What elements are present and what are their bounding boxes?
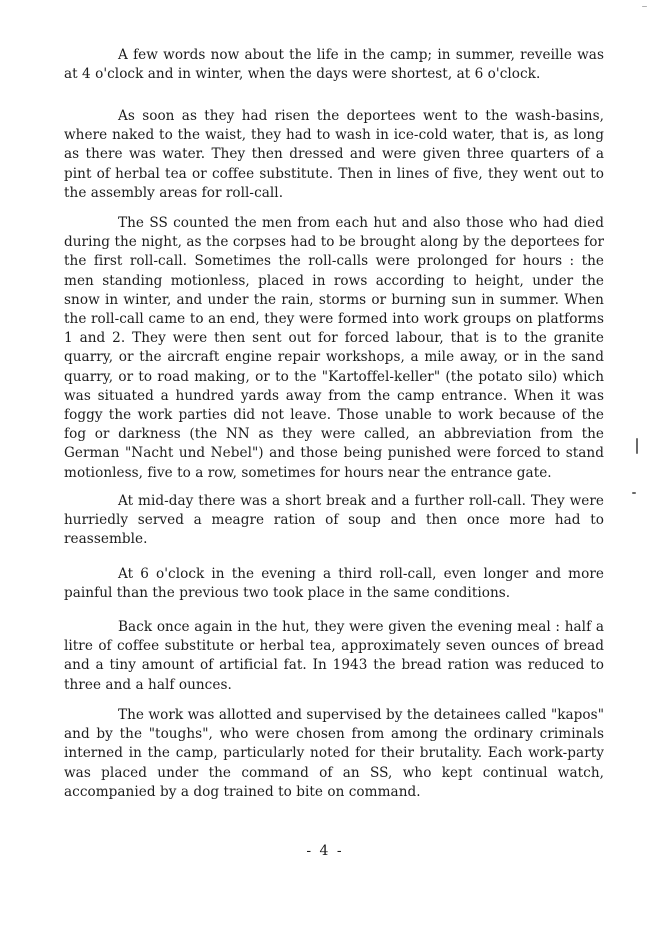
scan-speck xyxy=(642,6,647,7)
page-number: - 4 - xyxy=(306,843,344,859)
paragraph-midday: At mid-day there was a short break and a further roll-call. They were hurriedly served a meagre ration of soup and then once more had to reassemble. xyxy=(64,493,604,548)
paragraph-reveille: A few words now about the life in the camp; in summer, reveille was at 4 o'clock and in winter, when the days were shortest, at 6 o'clock. xyxy=(64,47,604,83)
paragraph-kapos: The work was allotted and supervised by the detainees called "kapos" and by the "toughs", who were chosen from among the ordinary criminals interned in the camp, particularly noted for their brutality. Each work-party was placed under the command of an SS, who kept continual watch, accompanied by a dog trained to bite on command. xyxy=(64,707,604,800)
scan-speck xyxy=(636,438,638,454)
paragraph-roll-call-work: The SS counted the men from each hut and also those who had died during the night, as the corpses had to be brought along by the deportees for the first roll-call. Sometimes the roll-calls were prolonged for hours : the men standing motionless, placed in rows according to height, under the snow in winter, and under the rain, storms or burning sun in summer. When the roll-call came to an end, they were formed into work groups on platforms 1 and 2. They were then sent out for forced labour, that is to the granite quarry, or the aircraft engine repair workshops, a mile away, or in the sand quarry, or to road making, or to the "Kartoffel-keller" (the potato silo) which was situated a hundred yards away from the camp entrance. When it was foggy the work parties did not leave. Those unable to work because of the fog or darkness (the NN as they were called, an abbreviation from the German "Nacht und Nebel") and those being punished were forced to stand motionless, five to a row, sometimes for hours near the entrance gate. xyxy=(64,215,604,481)
paragraph-evening-meal: Back once again in the hut, they were given the evening meal : half a litre of coffee substitute or herbal tea, approximately seven ounces of bread and a tiny amount of artificial fat. In 1943 the bread ration was reduced to three and a half ounces. xyxy=(64,619,604,693)
scan-speck xyxy=(632,492,636,494)
paragraph-evening-roll-call: At 6 o'clock in the evening a third roll-call, even longer and more painful than the previous two took place in the same conditions. xyxy=(64,566,604,602)
paragraph-morning-wash: As soon as they had risen the deportees went to the wash-basins, where naked to the waist, they had to wash in ice-cold water, that is, as long as there was water. They then dressed and were given three quarters of a pint of herbal tea or coffee substitute. Then in lines of five, they went out to the assembly areas for roll-call. xyxy=(64,108,604,201)
